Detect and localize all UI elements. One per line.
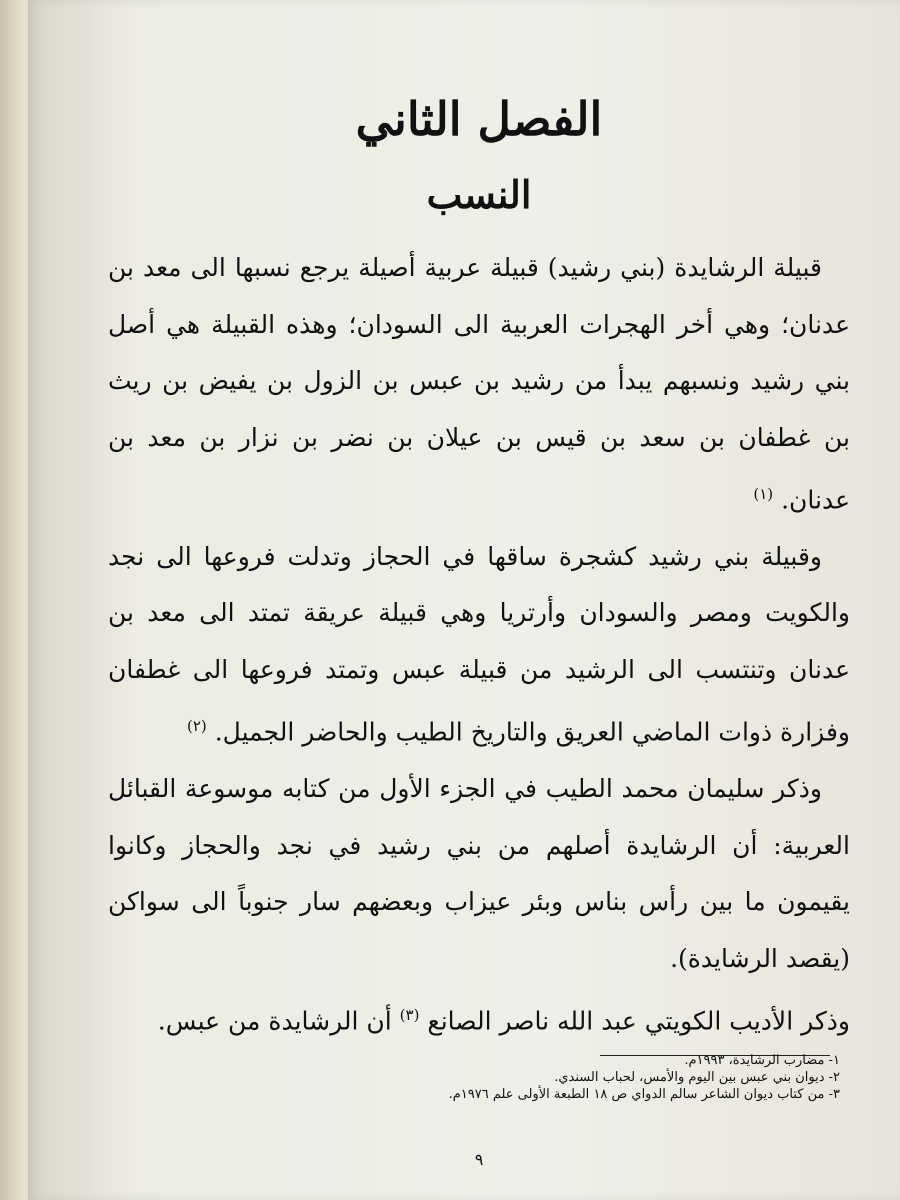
page-number: ٩ <box>474 1150 484 1169</box>
page-content <box>98 0 860 1200</box>
footnote-marker-1: (١) <box>753 485 774 503</box>
paragraph-4: وذكر الأديب الكويتي عبد الله ناصر الصانع $^{(٣)}$ أن الرشايدة من عبس. <box>157 1006 850 1036</box>
footnotes <box>108 1052 840 1103</box>
paragraph-1: قبيلة الرشايدة (بني رشيد) قبيلة عربية أصيلة يرجع نسبها الى معد بن عدنان؛ وهي أخر الهجرات العربية الى السودان؛ وهذه القبيلة هي أصل بني رشيد ونسبهم يبدأ من رشيد بن عبس بن الزول بن يفيض بن ريث بن غطفان بن سعد بن قيس بن عيلان بن نضر بن نزار بن معد بن عدنان. $^{(١)}$ <box>108 253 850 515</box>
book-page <box>28 0 900 1200</box>
paragraph-3: وذكر سليمان محمد الطيب في الجزء الأول من كتابه موسوعة القبائل العربية: أن الرشايدة أصلهم من بني رشيد في نجد والحجاز وكانوا يقيمون ما بين رأس بناس وبئر عيزاب وبعضهم سار جنوباً الى سواكن (يقصد الرشايدة). <box>108 774 850 973</box>
chapter-title: الفصل الثاني <box>355 92 603 146</box>
paragraph-2: وقبيلة بني رشيد كشجرة ساقها في الحجاز وتدلت فروعها الى نجد والكويت ومصر والسودان وأرتريا وهي قبيلة عريقة تمتد الى معد بن عدنان وتنتسب الى الرشيد من قبيلة عبس وتمتد فروعها الى غطفان وفزارة ذوات الماضي العريق والتاريخ الطيب والحاضر الجميل. $^{(٢)}$ <box>108 541 850 747</box>
footnote-marker-3: (٣) <box>399 1006 420 1025</box>
footnote-marker-2: (٢) <box>186 717 207 736</box>
section-title: النسب <box>426 172 532 217</box>
footnote-2: ٢- ديوان بني عبس بين اليوم والأمس، لحباب السندي. <box>554 1070 840 1085</box>
footnote-3: ٣- من كتاب ديوان الشاعر سالم الدواي ص ١٨ الطبعة الأولى علم ١٩٧٦م. <box>448 1087 840 1102</box>
footnote-1: ١- مضارب الرشايدة، ١٩٩٣م. <box>684 1053 840 1068</box>
body-text <box>108 240 850 1050</box>
